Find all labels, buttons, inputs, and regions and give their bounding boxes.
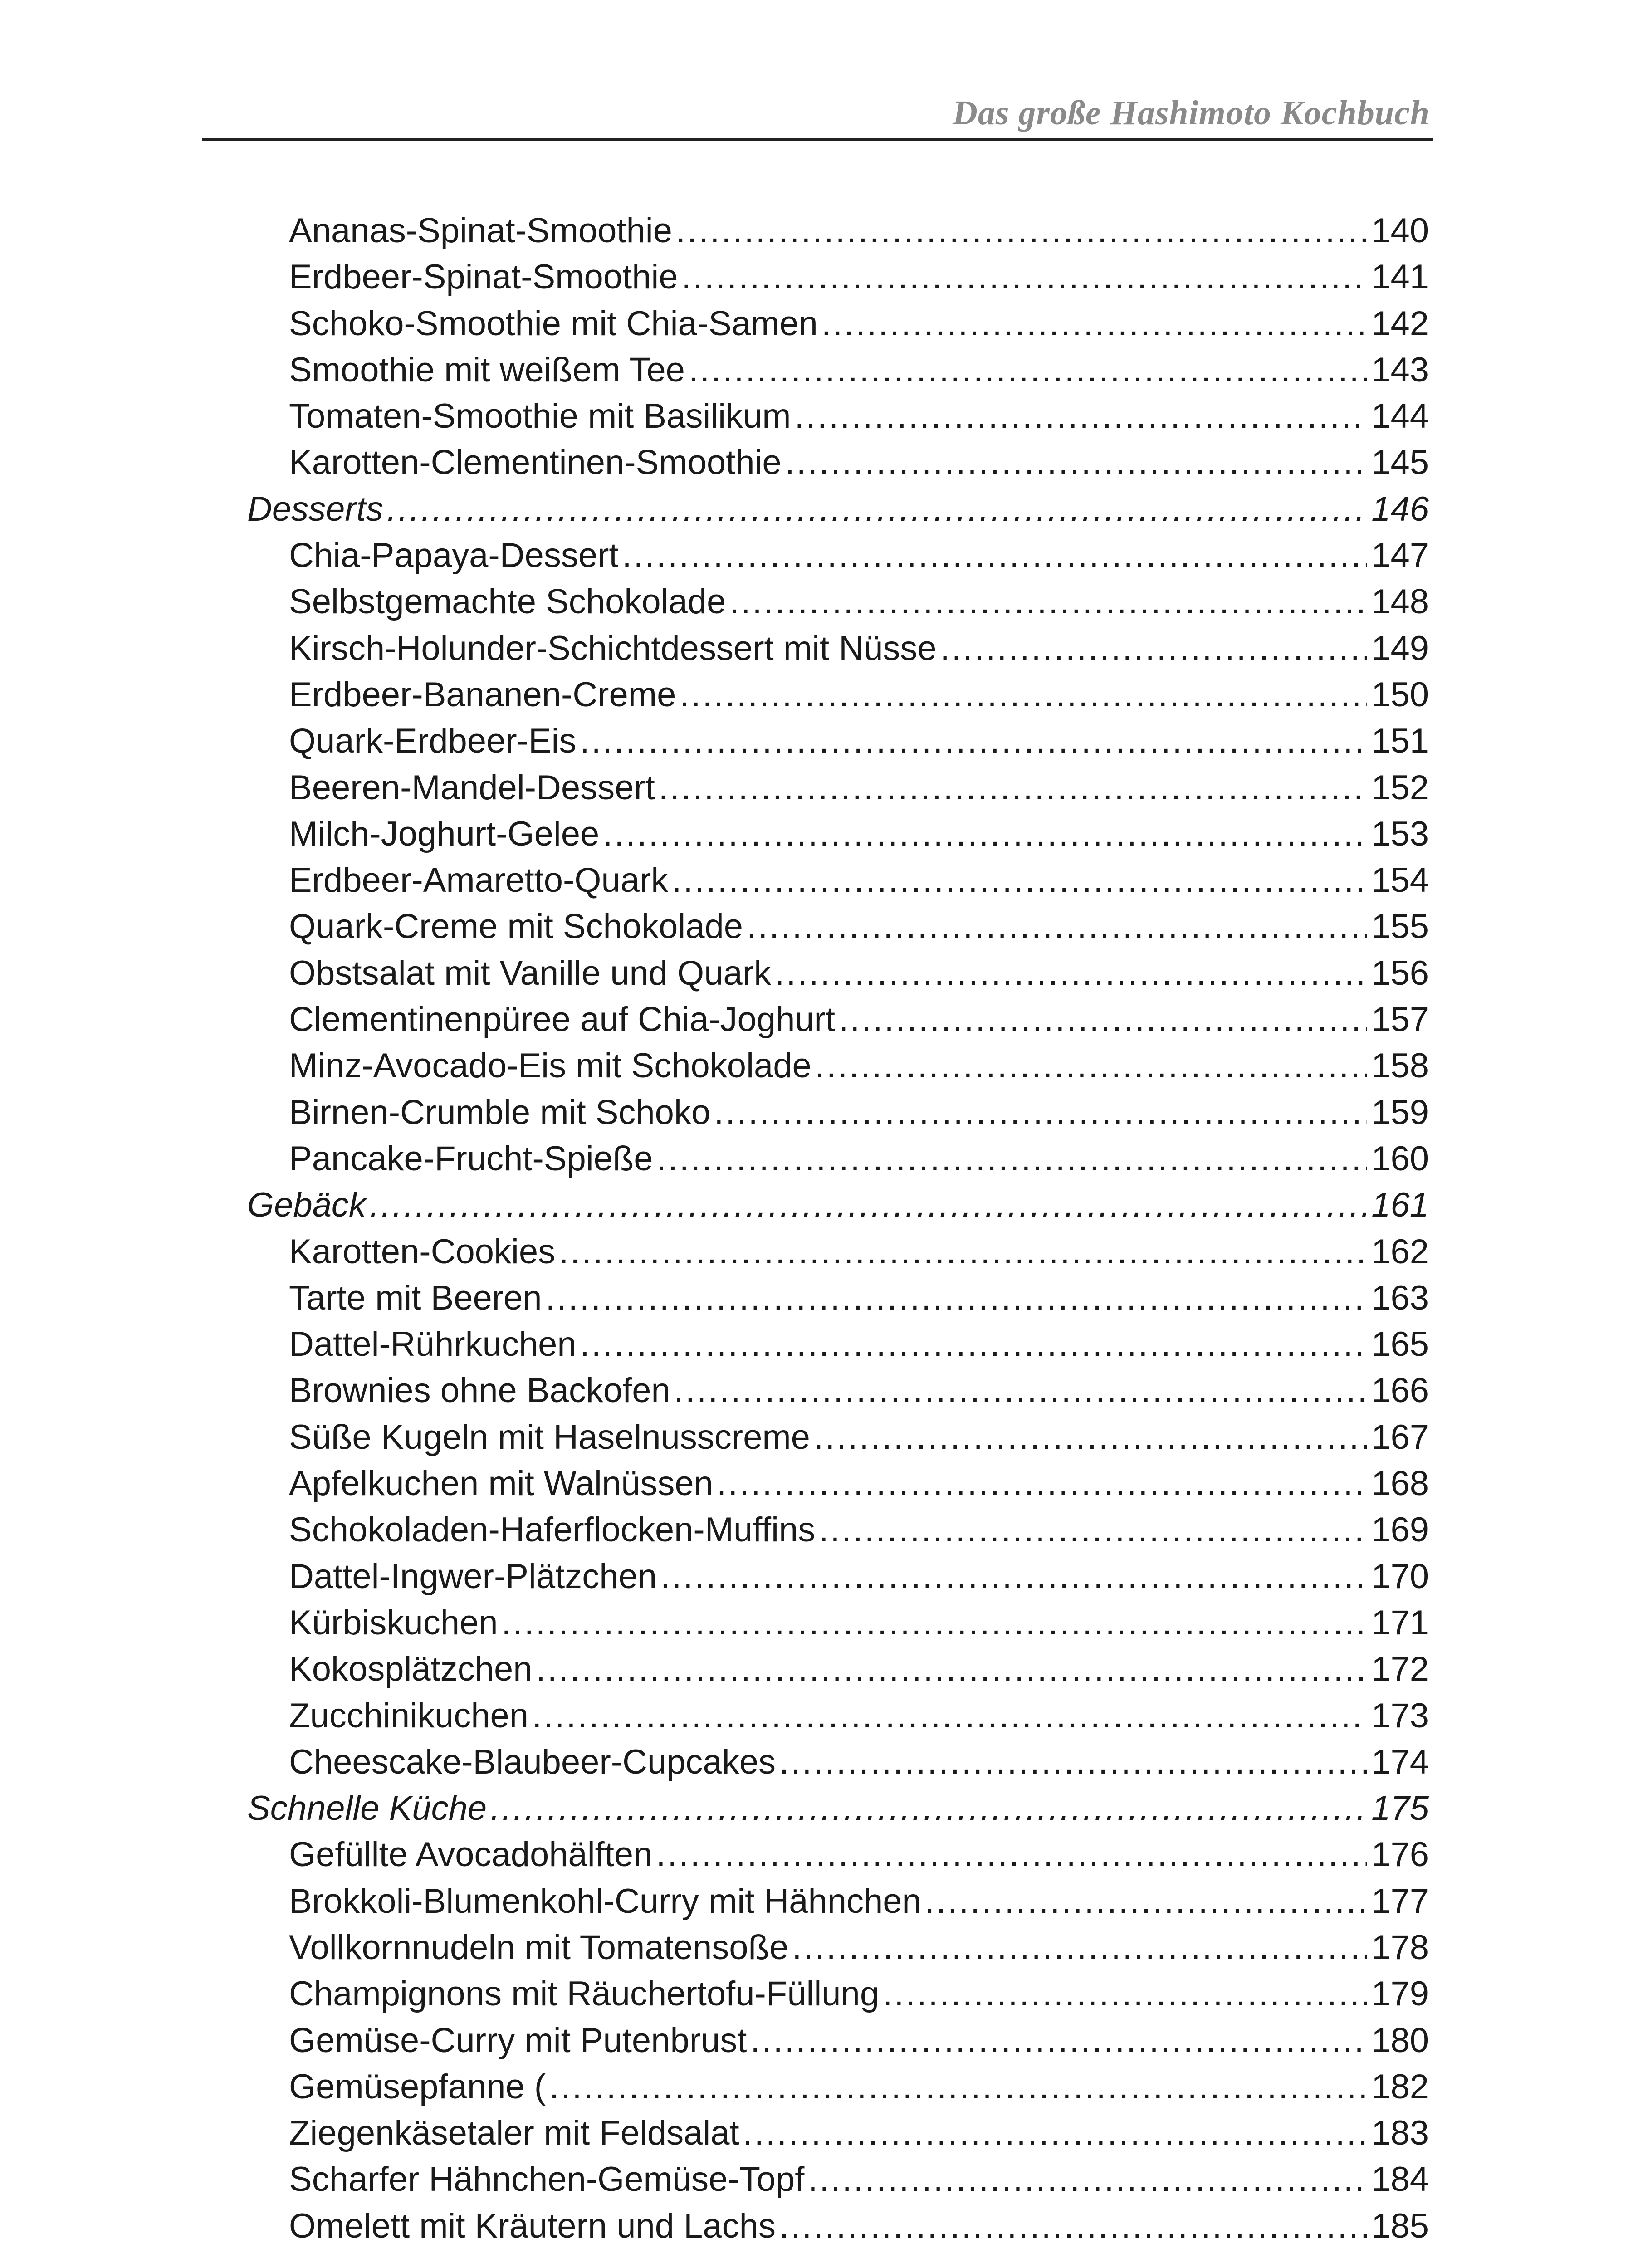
dot-leader [839,997,1367,1043]
dot-leader [387,486,1367,533]
toc-entry-label: Vollkornnudeln mit Tomatensoße [289,1928,789,1967]
toc-entry[interactable] [247,1878,1429,1925]
toc-entry-label: Karotten-Clementinen-Smoothie [289,443,782,482]
toc-entry-page-number: 173 [1371,1696,1429,1735]
toc-entry[interactable] [247,950,1429,997]
toc-entry-page-number: 161 [1371,1186,1429,1225]
toc-entry[interactable] [247,533,1429,579]
toc-entry-label: Ananas-Spinat-Smoothie [289,211,672,250]
toc-entry[interactable] [247,765,1429,811]
dot-leader [743,2110,1367,2156]
dot-leader [657,1136,1367,1182]
toc-entry[interactable] [247,254,1429,300]
toc-entry-label: Gefüllte Avocadohälften [289,1835,653,1874]
toc-entry[interactable] [247,347,1429,393]
toc-entry-label: Karotten-Cookies [289,1232,556,1271]
toc-entry-label: Quark-Creme mit Schokolade [289,907,743,946]
toc-entry[interactable] [247,393,1429,440]
toc-entry-label: Erdbeer-Spinat-Smoothie [289,258,678,297]
toc-entry[interactable] [247,1368,1429,1414]
toc-entry[interactable] [247,1090,1429,1136]
toc-entry[interactable] [247,208,1429,254]
toc-entry-page-number: 177 [1371,1882,1429,1921]
toc-entry-label: Dattel-Ingwer-Plätzchen [289,1557,657,1596]
toc-entry-label: Beeren-Mandel-Dessert [289,768,655,807]
toc-entry-page-number: 168 [1371,1464,1429,1503]
book-title: Das große Hashimoto Kochbuch [952,94,1430,132]
toc-entry[interactable] [247,1043,1429,1089]
toc-section-entry[interactable] [247,1182,1429,1228]
toc-entry-label: Süße Kugeln mit Haselnusscreme [289,1418,810,1457]
toc-entry[interactable] [247,1925,1429,1971]
dot-leader [775,950,1367,997]
toc-entry[interactable] [247,904,1429,950]
toc-entry-label: Omelett mit Kräutern und Lachs [289,2206,776,2245]
toc-entry-page-number: 162 [1371,1232,1429,1271]
toc-entry-page-number: 157 [1371,1000,1429,1039]
toc-entry[interactable] [247,2156,1429,2203]
toc-entry-page-number: 145 [1371,443,1429,482]
toc-entry-page-number: 171 [1371,1603,1429,1642]
toc-entry-label: Chia-Papaya-Dessert [289,536,619,575]
running-header [202,88,1433,141]
toc-entry-page-number: 142 [1371,304,1429,343]
toc-entry-label: Kürbiskuchen [289,1603,498,1642]
toc-entry-label: Ziegenkäsetaler mit Feldsalat [289,2114,739,2153]
toc-entry[interactable] [247,1739,1429,1785]
dot-leader [717,1461,1367,1507]
dot-leader [559,1229,1367,1275]
toc-entry-label: Schnelle Küche [247,1789,487,1828]
toc-entry-page-number: 144 [1371,397,1429,436]
dot-leader [680,672,1367,718]
toc-entry[interactable] [247,1275,1429,1321]
toc-entry-page-number: 158 [1371,1046,1429,1085]
toc-entry-label: Champignons mit Räuchertofu-Füllung [289,1975,880,2014]
toc-entry-label: Milch-Joghurt-Gelee [289,814,600,853]
toc-entry-page-number: 184 [1371,2160,1429,2199]
dot-leader [682,254,1367,300]
dot-leader [580,718,1367,764]
toc-entry-label: Clementinenpüree auf Chia-Joghurt [289,1000,836,1039]
toc-entry-label: Cheescake-Blaubeer-Cupcakes [289,1742,776,1781]
toc-entry-page-number: 166 [1371,1371,1429,1410]
toc-entry-page-number: 152 [1371,768,1429,807]
toc-entry-page-number: 182 [1371,2067,1429,2106]
toc-entry-page-number: 176 [1371,1835,1429,1874]
toc-entry-page-number: 147 [1371,536,1429,575]
dot-leader [779,2203,1367,2249]
toc-entry-label: Kokosplätzchen [289,1650,533,1689]
toc-entry-page-number: 169 [1371,1510,1429,1549]
dot-leader [549,2064,1367,2110]
toc-entry-label: Erdbeer-Amaretto-Quark [289,861,669,900]
dot-leader [672,857,1367,904]
dot-leader [502,1600,1367,1646]
dot-leader [785,440,1367,486]
toc-entry[interactable] [247,440,1429,486]
toc-entry-page-number: 183 [1371,2114,1429,2153]
toc-entry[interactable] [247,1507,1429,1553]
toc-entry[interactable] [247,301,1429,347]
toc-entry-page-number: 175 [1371,1789,1429,1828]
toc-entry-label: Birnen-Crumble mit Schoko [289,1093,711,1132]
toc-entry-label: Dattel-Rührkuchen [289,1325,577,1364]
toc-entry[interactable] [247,1971,1429,2017]
toc-entry-page-number: 165 [1371,1325,1429,1364]
toc-entry-label: Tomaten-Smoothie mit Basilikum [289,397,791,436]
toc-entry-label: Kirsch-Holunder-Schichtdessert mit Nüsse [289,629,937,668]
toc-entry[interactable] [247,2203,1429,2249]
toc-entry-label: Minz-Avocado-Eis mit Schokolade [289,1046,812,1085]
toc-entry-label: Gemüse-Curry mit Putenbrust [289,2021,747,2060]
toc-entry[interactable] [247,672,1429,718]
dot-leader [792,1925,1367,1971]
dot-leader [729,579,1367,625]
toc-entry-page-number: 153 [1371,814,1429,853]
dot-leader [819,1507,1367,1553]
dot-leader [660,1554,1367,1600]
toc-entry-label: Pancake-Frucht-Spieße [289,1139,653,1178]
toc-entry-page-number: 149 [1371,629,1429,668]
dot-leader [622,533,1367,579]
dot-leader [659,765,1367,811]
toc-entry-page-number: 172 [1371,1650,1429,1689]
dot-leader [925,1878,1367,1925]
toc-entry-page-number: 174 [1371,1742,1429,1781]
toc-entry-label: Schoko-Smoothie mit Chia-Samen [289,304,818,343]
toc-entry[interactable] [247,2064,1429,2110]
toc-entry-page-number: 154 [1371,861,1429,900]
toc-entry[interactable] [247,857,1429,904]
toc-entry-label: Brokkoli-Blumenkohl-Curry mit Hähnchen [289,1882,921,1921]
toc-entry[interactable] [247,1554,1429,1600]
dot-leader [795,393,1367,440]
dot-leader [714,1090,1367,1136]
toc-entry-label: Apfelkuchen mit Walnüssen [289,1464,713,1503]
toc-entry-page-number: 170 [1371,1557,1429,1596]
toc-entry-label: Erdbeer-Bananen-Creme [289,675,676,714]
toc-entry-page-number: 178 [1371,1928,1429,1967]
toc-entry-page-number: 150 [1371,675,1429,714]
toc-entry[interactable] [247,811,1429,857]
toc-entry-label: Scharfer Hähnchen-Gemüse-Topf [289,2160,805,2199]
dot-leader [689,347,1367,393]
dot-leader [580,1321,1367,1368]
table-of-contents [247,208,1429,2249]
dot-leader [370,1182,1367,1228]
dot-leader [490,1785,1367,1832]
toc-entry[interactable] [247,718,1429,764]
toc-entry[interactable] [247,1832,1429,1878]
dot-leader [815,1043,1367,1089]
toc-entry-page-number: 179 [1371,1975,1429,2014]
toc-entry-page-number: 151 [1371,722,1429,761]
toc-entry[interactable] [247,626,1429,672]
toc-entry-page-number: 167 [1371,1418,1429,1457]
toc-entry[interactable] [247,1136,1429,1182]
toc-entry-page-number: 141 [1371,258,1429,297]
toc-section-entry[interactable] [247,486,1429,533]
dot-leader [750,2018,1367,2064]
toc-entry-page-number: 148 [1371,582,1429,621]
dot-leader [814,1414,1367,1461]
toc-entry-page-number: 180 [1371,2021,1429,2060]
dot-leader [883,1971,1367,2017]
toc-entry-label: Brownies ohne Backofen [289,1371,670,1410]
dot-leader [536,1646,1367,1692]
toc-entry-label: Desserts [247,489,383,528]
dot-leader [747,904,1367,950]
toc-entry-page-number: 160 [1371,1139,1429,1178]
dot-leader [532,1693,1367,1739]
toc-section-entry[interactable] [247,1785,1429,1832]
dot-leader [821,301,1367,347]
dot-leader [656,1832,1367,1878]
toc-entry-label: Tarte mit Beeren [289,1278,542,1317]
toc-entry-label: Selbstgemachte Schokolade [289,582,726,621]
toc-entry-label: Zucchinikuchen [289,1696,529,1735]
toc-entry[interactable] [247,997,1429,1043]
toc-entry[interactable] [247,579,1429,625]
toc-entry[interactable] [247,1321,1429,1368]
toc-entry-page-number: 146 [1371,489,1429,528]
toc-entry[interactable] [247,2018,1429,2064]
toc-entry[interactable] [247,1646,1429,1692]
toc-entry[interactable] [247,2110,1429,2156]
toc-entry-label: Quark-Erdbeer-Eis [289,722,577,761]
toc-entry-label: Obstsalat mit Vanille und Quark [289,953,772,992]
toc-entry-page-number: 143 [1371,350,1429,389]
dot-leader [676,208,1367,254]
toc-entry-label: Smoothie mit weißem Tee [289,350,685,389]
toc-entry-page-number: 185 [1371,2206,1429,2245]
dot-leader [808,2156,1367,2203]
toc-entry[interactable] [247,1414,1429,1461]
toc-entry-label: Schokoladen-Haferflocken-Muffins [289,1510,816,1549]
dot-leader [603,811,1367,857]
dot-leader [779,1739,1367,1785]
toc-entry[interactable] [247,1229,1429,1275]
toc-entry[interactable] [247,1461,1429,1507]
toc-entry[interactable] [247,1693,1429,1739]
dot-leader [940,626,1367,672]
toc-entry[interactable] [247,1600,1429,1646]
toc-entry-page-number: 159 [1371,1093,1429,1132]
toc-entry-page-number: 163 [1371,1278,1429,1317]
toc-entry-label: Gebäck [247,1186,366,1225]
toc-entry-page-number: 140 [1371,211,1429,250]
toc-entry-page-number: 155 [1371,907,1429,946]
dot-leader [546,1275,1367,1321]
toc-entry-label: Gemüsepfanne ( [289,2067,546,2106]
toc-entry-page-number: 156 [1371,953,1429,992]
dot-leader [674,1368,1367,1414]
